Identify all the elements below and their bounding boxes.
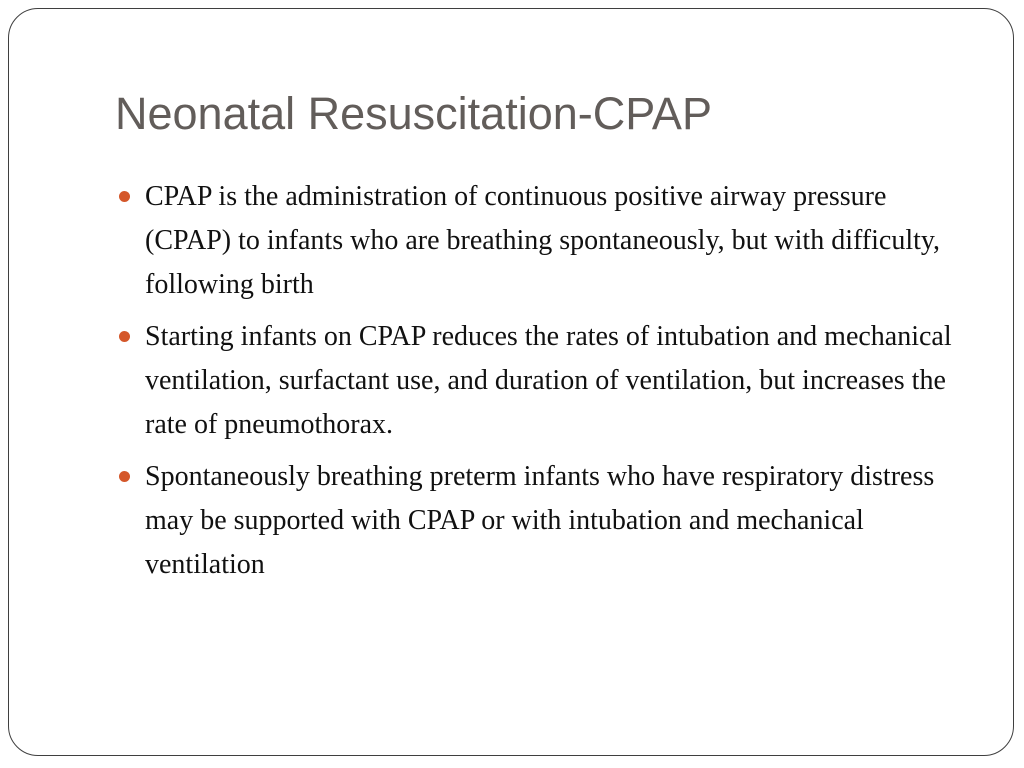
bullet-item (115, 455, 965, 587)
bullet-dot-icon (119, 471, 130, 482)
bullet-list (115, 175, 965, 595)
bullet-item (115, 315, 965, 447)
bullet-dot-icon (119, 331, 130, 342)
bullet-text: Spontaneously breathing preterm infants who have respiratory distress may be supported with CPAP or with intubation and mechanical ventilation (145, 461, 935, 580)
bullet-item (115, 175, 965, 307)
slide-title: Neonatal Resuscitation-CPAP (115, 88, 712, 139)
slide (8, 8, 1014, 756)
bullet-dot-icon (119, 191, 130, 202)
bullet-text: Starting infants on CPAP reduces the rates of intubation and mechanical ventilation, surfactant use, and duration of ventilation, but increases the rate of pneumothorax. (145, 321, 952, 440)
bullet-text: CPAP is the administration of continuous positive airway pressure (CPAP) to infants who are breathing spontaneously, but with difficulty, following birth (145, 181, 941, 300)
